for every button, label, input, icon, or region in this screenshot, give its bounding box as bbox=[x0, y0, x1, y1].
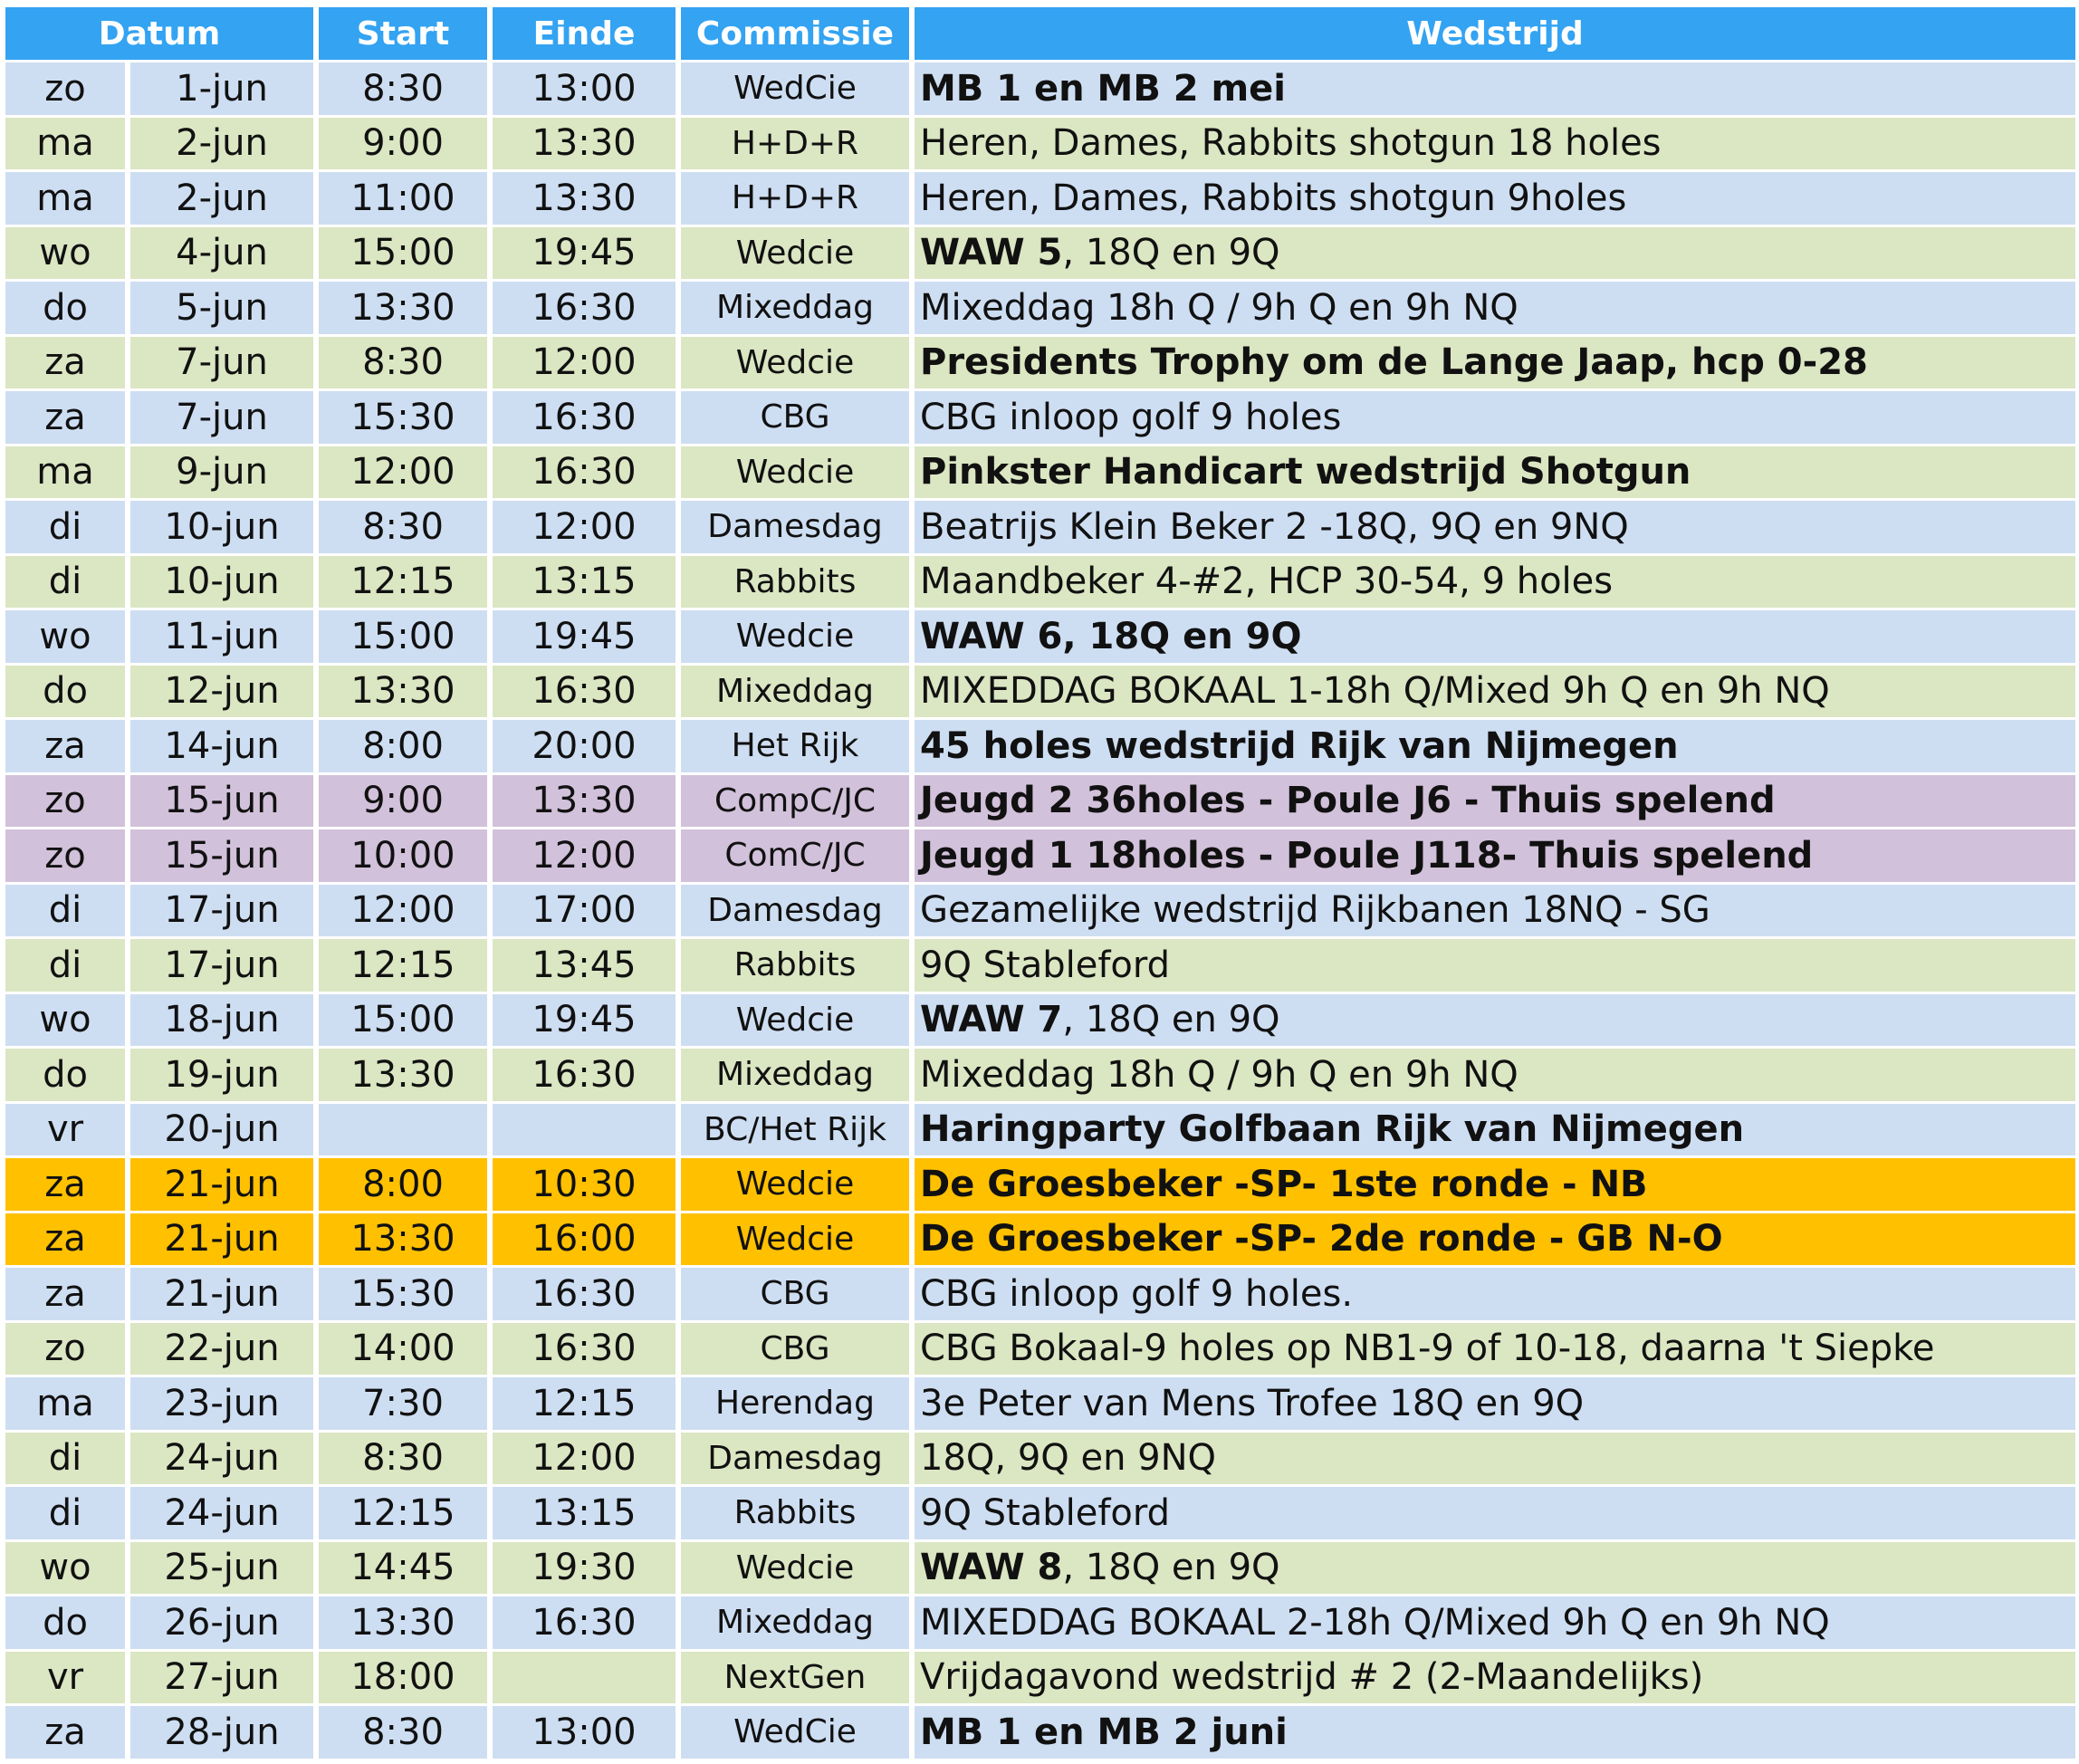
cell-day: za bbox=[5, 1706, 130, 1761]
cell-commissie: Rabbits bbox=[681, 1487, 915, 1542]
event-bold-text: De Groesbeker -SP- 1ste ronde - NB bbox=[920, 1163, 1648, 1205]
cell-start: 11:00 bbox=[319, 172, 493, 227]
cell-end: 12:00 bbox=[493, 829, 681, 885]
cell-day: di bbox=[5, 885, 130, 940]
cell-end: 16:30 bbox=[493, 446, 681, 502]
cell-wedstrijd bbox=[915, 62, 2075, 118]
cell-commissie: CompC/JC bbox=[681, 775, 915, 830]
cell-date: 24-jun bbox=[130, 1433, 319, 1488]
cell-start: 8:00 bbox=[319, 720, 493, 775]
event-text: , 18Q en 9Q bbox=[1062, 999, 1280, 1041]
cell-start: 9:00 bbox=[319, 775, 493, 830]
event-text: 9Q Stableford bbox=[920, 944, 1171, 986]
cell-end: 20:00 bbox=[493, 720, 681, 775]
event-bold-text: Haringparty Golfbaan Rijk van Nijmegen bbox=[920, 1108, 1745, 1151]
table-row bbox=[5, 227, 2075, 283]
cell-commissie: Mixeddag bbox=[681, 1596, 915, 1652]
table-row bbox=[5, 446, 2075, 502]
cell-commissie: BC/Het Rijk bbox=[681, 1104, 915, 1159]
cell-commissie: H+D+R bbox=[681, 172, 915, 227]
table-row bbox=[5, 720, 2075, 775]
cell-end: 16:30 bbox=[493, 1268, 681, 1323]
cell-end: 19:45 bbox=[493, 227, 681, 283]
cell-commissie: Rabbits bbox=[681, 556, 915, 611]
event-bold-text: 45 holes wedstrijd Rijk van Nijmegen bbox=[920, 724, 1679, 767]
cell-day: ma bbox=[5, 118, 130, 173]
cell-date: 2-jun bbox=[130, 172, 319, 227]
cell-date: 28-jun bbox=[130, 1706, 319, 1761]
event-text: , 18Q en 9Q bbox=[1062, 1547, 1280, 1589]
table-row bbox=[5, 939, 2075, 994]
cell-date: 15-jun bbox=[130, 829, 319, 885]
cell-day: wo bbox=[5, 1542, 130, 1597]
cell-date: 23-jun bbox=[130, 1377, 319, 1433]
table-row bbox=[5, 1433, 2075, 1488]
cell-start: 14:45 bbox=[319, 1542, 493, 1597]
cell-wedstrijd bbox=[915, 337, 2075, 392]
cell-wedstrijd bbox=[915, 1049, 2075, 1104]
cell-commissie: Wedcie bbox=[681, 446, 915, 502]
cell-commissie: WedCie bbox=[681, 62, 915, 118]
cell-day: za bbox=[5, 1268, 130, 1323]
cell-end: 13:00 bbox=[493, 1706, 681, 1761]
cell-wedstrijd bbox=[915, 1706, 2075, 1761]
cell-commissie: Mixeddag bbox=[681, 666, 915, 721]
event-bold-text: WAW 7 bbox=[920, 999, 1063, 1041]
cell-end: 13:30 bbox=[493, 775, 681, 830]
cell-wedstrijd bbox=[915, 939, 2075, 994]
cell-start: 8:30 bbox=[319, 1706, 493, 1761]
cell-wedstrijd bbox=[915, 282, 2075, 337]
cell-date: 26-jun bbox=[130, 1596, 319, 1652]
cell-start: 12:15 bbox=[319, 939, 493, 994]
cell-wedstrijd bbox=[915, 172, 2075, 227]
cell-start: 15:00 bbox=[319, 610, 493, 666]
cell-day: wo bbox=[5, 994, 130, 1050]
cell-end: 16:30 bbox=[493, 666, 681, 721]
cell-wedstrijd bbox=[915, 1652, 2075, 1707]
event-bold-text: De Groesbeker -SP- 2de ronde - GB N-O bbox=[920, 1218, 1723, 1261]
event-text: MIXEDDAG BOKAAL 1-18h Q/Mixed 9h Q en 9h NQ bbox=[920, 670, 1830, 713]
cell-end: 16:00 bbox=[493, 1213, 681, 1269]
table-row bbox=[5, 118, 2075, 173]
cell-day: za bbox=[5, 391, 130, 446]
cell-day: za bbox=[5, 720, 130, 775]
cell-date: 4-jun bbox=[130, 227, 319, 283]
cell-date: 5-jun bbox=[130, 282, 319, 337]
cell-day: zo bbox=[5, 1323, 130, 1378]
table-row bbox=[5, 829, 2075, 885]
cell-commissie: Wedcie bbox=[681, 1158, 915, 1213]
cell-wedstrijd bbox=[915, 1487, 2075, 1542]
table-row bbox=[5, 994, 2075, 1050]
cell-date: 10-jun bbox=[130, 556, 319, 611]
cell-start: 18:00 bbox=[319, 1652, 493, 1707]
cell-start: 7:30 bbox=[319, 1377, 493, 1433]
cell-date: 17-jun bbox=[130, 885, 319, 940]
cell-commissie: Wedcie bbox=[681, 337, 915, 392]
event-bold-text: Jeugd 2 36holes - Poule J6 - Thuis spelend bbox=[920, 780, 1776, 822]
cell-commissie: CBG bbox=[681, 1323, 915, 1378]
cell-end: 17:00 bbox=[493, 885, 681, 940]
table-row bbox=[5, 62, 2075, 118]
table-row bbox=[5, 666, 2075, 721]
cell-end: 13:30 bbox=[493, 172, 681, 227]
cell-commissie: Wedcie bbox=[681, 227, 915, 283]
cell-start bbox=[319, 1104, 493, 1159]
cell-wedstrijd bbox=[915, 885, 2075, 940]
table-row bbox=[5, 1213, 2075, 1269]
cell-day: wo bbox=[5, 227, 130, 283]
cell-wedstrijd bbox=[915, 829, 2075, 885]
cell-end: 16:30 bbox=[493, 282, 681, 337]
cell-start: 8:00 bbox=[319, 1158, 493, 1213]
cell-end: 13:45 bbox=[493, 939, 681, 994]
cell-start: 15:00 bbox=[319, 227, 493, 283]
header-row bbox=[5, 7, 2075, 62]
event-text: CBG Bokaal-9 holes op NB1-9 of 10-18, daarna 't Siepke bbox=[920, 1328, 1935, 1370]
cell-end: 12:00 bbox=[493, 1433, 681, 1488]
table-row bbox=[5, 1049, 2075, 1104]
header-datum: Datum bbox=[5, 7, 319, 62]
cell-day: di bbox=[5, 501, 130, 556]
event-text: Vrijdagavond wedstrijd # 2 (2-Maandelijks) bbox=[920, 1656, 1704, 1699]
cell-date: 7-jun bbox=[130, 391, 319, 446]
table-row bbox=[5, 775, 2075, 830]
cell-wedstrijd bbox=[915, 610, 2075, 666]
table-row bbox=[5, 1158, 2075, 1213]
event-text: Heren, Dames, Rabbits shotgun 18 holes bbox=[920, 122, 1662, 165]
event-bold-text: WAW 6, 18Q en 9Q bbox=[920, 615, 1302, 657]
cell-wedstrijd bbox=[915, 556, 2075, 611]
cell-commissie: Wedcie bbox=[681, 994, 915, 1050]
header-wedstrijd: Wedstrijd bbox=[915, 7, 2075, 62]
cell-end: 13:00 bbox=[493, 62, 681, 118]
cell-day: ma bbox=[5, 446, 130, 502]
cell-commissie: Damesdag bbox=[681, 885, 915, 940]
cell-date: 19-jun bbox=[130, 1049, 319, 1104]
event-bold-text: WAW 8 bbox=[920, 1547, 1063, 1589]
event-bold-text: Pinkster Handicart wedstrijd Shotgun bbox=[920, 451, 1691, 494]
cell-wedstrijd bbox=[915, 720, 2075, 775]
event-text: Mixeddag 18h Q / 9h Q en 9h NQ bbox=[920, 286, 1519, 329]
event-text: CBG inloop golf 9 holes bbox=[920, 396, 1342, 438]
cell-end: 16:30 bbox=[493, 1049, 681, 1104]
cell-end: 13:15 bbox=[493, 556, 681, 611]
event-text: 9Q Stableford bbox=[920, 1491, 1171, 1534]
cell-day: vr bbox=[5, 1104, 130, 1159]
cell-date: 18-jun bbox=[130, 994, 319, 1050]
cell-day: di bbox=[5, 939, 130, 994]
event-text: Maandbeker 4-#2, HCP 30-54, 9 holes bbox=[920, 561, 1614, 603]
cell-end: 16:30 bbox=[493, 391, 681, 446]
cell-commissie: NextGen bbox=[681, 1652, 915, 1707]
table-row bbox=[5, 1377, 2075, 1433]
cell-date: 7-jun bbox=[130, 337, 319, 392]
cell-end: 13:30 bbox=[493, 118, 681, 173]
table-row bbox=[5, 1268, 2075, 1323]
cell-day: za bbox=[5, 1158, 130, 1213]
cell-wedstrijd bbox=[915, 227, 2075, 283]
cell-start: 8:30 bbox=[319, 337, 493, 392]
table-row bbox=[5, 282, 2075, 337]
cell-commissie: Damesdag bbox=[681, 501, 915, 556]
cell-date: 22-jun bbox=[130, 1323, 319, 1378]
cell-start: 13:30 bbox=[319, 666, 493, 721]
event-text: MIXEDDAG BOKAAL 2-18h Q/Mixed 9h Q en 9h NQ bbox=[920, 1601, 1830, 1644]
event-bold-text: WAW 5 bbox=[920, 232, 1063, 274]
event-bold-text: Presidents Trophy om de Lange Jaap, hcp 0-28 bbox=[920, 341, 1868, 384]
cell-day: do bbox=[5, 1049, 130, 1104]
table-row bbox=[5, 1542, 2075, 1597]
cell-start: 13:30 bbox=[319, 1049, 493, 1104]
event-text: 3e Peter van Mens Trofee 18Q en 9Q bbox=[920, 1382, 1585, 1424]
cell-day: di bbox=[5, 1433, 130, 1488]
cell-wedstrijd bbox=[915, 666, 2075, 721]
event-text: 18Q, 9Q en 9NQ bbox=[920, 1437, 1216, 1480]
cell-commissie: CBG bbox=[681, 391, 915, 446]
cell-wedstrijd bbox=[915, 446, 2075, 502]
cell-end: 13:15 bbox=[493, 1487, 681, 1542]
cell-start: 13:30 bbox=[319, 1596, 493, 1652]
cell-day: ma bbox=[5, 172, 130, 227]
cell-commissie: H+D+R bbox=[681, 118, 915, 173]
cell-day: do bbox=[5, 666, 130, 721]
cell-start: 15:00 bbox=[319, 994, 493, 1050]
cell-commissie: Herendag bbox=[681, 1377, 915, 1433]
cell-commissie: Damesdag bbox=[681, 1433, 915, 1488]
cell-commissie: Mixeddag bbox=[681, 282, 915, 337]
table-row bbox=[5, 1323, 2075, 1378]
table-row bbox=[5, 1706, 2075, 1761]
event-text: CBG inloop golf 9 holes. bbox=[920, 1272, 1354, 1315]
table-row bbox=[5, 501, 2075, 556]
cell-date: 12-jun bbox=[130, 666, 319, 721]
cell-date: 25-jun bbox=[130, 1542, 319, 1597]
table-row bbox=[5, 885, 2075, 940]
cell-date: 21-jun bbox=[130, 1213, 319, 1269]
cell-date: 1-jun bbox=[130, 62, 319, 118]
cell-commissie: Wedcie bbox=[681, 610, 915, 666]
cell-end: 10:30 bbox=[493, 1158, 681, 1213]
cell-wedstrijd bbox=[915, 1596, 2075, 1652]
cell-start: 8:30 bbox=[319, 501, 493, 556]
cell-start: 13:30 bbox=[319, 282, 493, 337]
event-text: , 18Q en 9Q bbox=[1062, 232, 1280, 274]
cell-start: 8:30 bbox=[319, 62, 493, 118]
cell-end bbox=[493, 1652, 681, 1707]
cell-date: 11-jun bbox=[130, 610, 319, 666]
cell-day: zo bbox=[5, 62, 130, 118]
table-row bbox=[5, 1487, 2075, 1542]
cell-commissie: Het Rijk bbox=[681, 720, 915, 775]
cell-start: 12:00 bbox=[319, 446, 493, 502]
cell-day: zo bbox=[5, 775, 130, 830]
cell-wedstrijd bbox=[915, 118, 2075, 173]
header-start: Start bbox=[319, 7, 493, 62]
cell-day: zo bbox=[5, 829, 130, 885]
cell-commissie: Wedcie bbox=[681, 1213, 915, 1269]
event-text: Beatrijs Klein Beker 2 -18Q, 9Q en 9NQ bbox=[920, 505, 1629, 548]
cell-commissie: ComC/JC bbox=[681, 829, 915, 885]
table-row bbox=[5, 556, 2075, 611]
cell-date: 21-jun bbox=[130, 1268, 319, 1323]
event-bold-text: Jeugd 1 18holes - Poule J118- Thuis spelend bbox=[920, 834, 1814, 877]
cell-end: 16:30 bbox=[493, 1323, 681, 1378]
cell-day: wo bbox=[5, 610, 130, 666]
cell-wedstrijd bbox=[915, 1268, 2075, 1323]
schedule-table bbox=[5, 7, 2075, 1761]
cell-wedstrijd bbox=[915, 1323, 2075, 1378]
cell-day: di bbox=[5, 556, 130, 611]
cell-day: za bbox=[5, 1213, 130, 1269]
table-row bbox=[5, 1104, 2075, 1159]
cell-start: 10:00 bbox=[319, 829, 493, 885]
cell-wedstrijd bbox=[915, 775, 2075, 830]
table-row bbox=[5, 172, 2075, 227]
cell-date: 15-jun bbox=[130, 775, 319, 830]
cell-wedstrijd bbox=[915, 1377, 2075, 1433]
cell-day: ma bbox=[5, 1377, 130, 1433]
table-row bbox=[5, 610, 2075, 666]
cell-date: 14-jun bbox=[130, 720, 319, 775]
cell-commissie: CBG bbox=[681, 1268, 915, 1323]
cell-day: di bbox=[5, 1487, 130, 1542]
cell-wedstrijd bbox=[915, 1104, 2075, 1159]
cell-end: 16:30 bbox=[493, 1596, 681, 1652]
cell-date: 24-jun bbox=[130, 1487, 319, 1542]
cell-wedstrijd bbox=[915, 1542, 2075, 1597]
cell-day: do bbox=[5, 1596, 130, 1652]
cell-date: 10-jun bbox=[130, 501, 319, 556]
cell-commissie: Mixeddag bbox=[681, 1049, 915, 1104]
table-row bbox=[5, 1652, 2075, 1707]
cell-date: 27-jun bbox=[130, 1652, 319, 1707]
cell-day: vr bbox=[5, 1652, 130, 1707]
cell-commissie: Rabbits bbox=[681, 939, 915, 994]
cell-wedstrijd bbox=[915, 501, 2075, 556]
cell-start: 13:30 bbox=[319, 1213, 493, 1269]
cell-day: za bbox=[5, 337, 130, 392]
cell-end bbox=[493, 1104, 681, 1159]
event-text: Heren, Dames, Rabbits shotgun 9holes bbox=[920, 177, 1627, 219]
table-row bbox=[5, 1596, 2075, 1652]
cell-end: 19:30 bbox=[493, 1542, 681, 1597]
cell-commissie: Wedcie bbox=[681, 1542, 915, 1597]
cell-start: 14:00 bbox=[319, 1323, 493, 1378]
cell-wedstrijd bbox=[915, 1433, 2075, 1488]
cell-date: 21-jun bbox=[130, 1158, 319, 1213]
table-row bbox=[5, 337, 2075, 392]
header-einde: Einde bbox=[493, 7, 681, 62]
cell-start: 15:30 bbox=[319, 391, 493, 446]
cell-end: 19:45 bbox=[493, 994, 681, 1050]
cell-start: 9:00 bbox=[319, 118, 493, 173]
cell-wedstrijd bbox=[915, 1213, 2075, 1269]
cell-end: 12:15 bbox=[493, 1377, 681, 1433]
cell-start: 12:00 bbox=[319, 885, 493, 940]
cell-date: 9-jun bbox=[130, 446, 319, 502]
cell-date: 20-jun bbox=[130, 1104, 319, 1159]
cell-start: 8:30 bbox=[319, 1433, 493, 1488]
event-bold-text: MB 1 en MB 2 mei bbox=[920, 67, 1287, 110]
cell-wedstrijd bbox=[915, 1158, 2075, 1213]
event-bold-text: MB 1 en MB 2 juni bbox=[920, 1711, 1288, 1753]
table-body bbox=[5, 62, 2075, 1761]
cell-commissie: WedCie bbox=[681, 1706, 915, 1761]
cell-day: do bbox=[5, 282, 130, 337]
cell-start: 15:30 bbox=[319, 1268, 493, 1323]
cell-wedstrijd bbox=[915, 391, 2075, 446]
cell-date: 2-jun bbox=[130, 118, 319, 173]
table-row bbox=[5, 391, 2075, 446]
cell-start: 12:15 bbox=[319, 1487, 493, 1542]
cell-wedstrijd bbox=[915, 994, 2075, 1050]
event-text: Mixeddag 18h Q / 9h Q en 9h NQ bbox=[920, 1053, 1519, 1096]
cell-date: 17-jun bbox=[130, 939, 319, 994]
cell-end: 12:00 bbox=[493, 337, 681, 392]
header-commissie: Commissie bbox=[681, 7, 915, 62]
cell-end: 12:00 bbox=[493, 501, 681, 556]
cell-start: 12:15 bbox=[319, 556, 493, 611]
cell-end: 19:45 bbox=[493, 610, 681, 666]
event-text: Gezamelijke wedstrijd Rijkbanen 18NQ - SG bbox=[920, 889, 1710, 932]
